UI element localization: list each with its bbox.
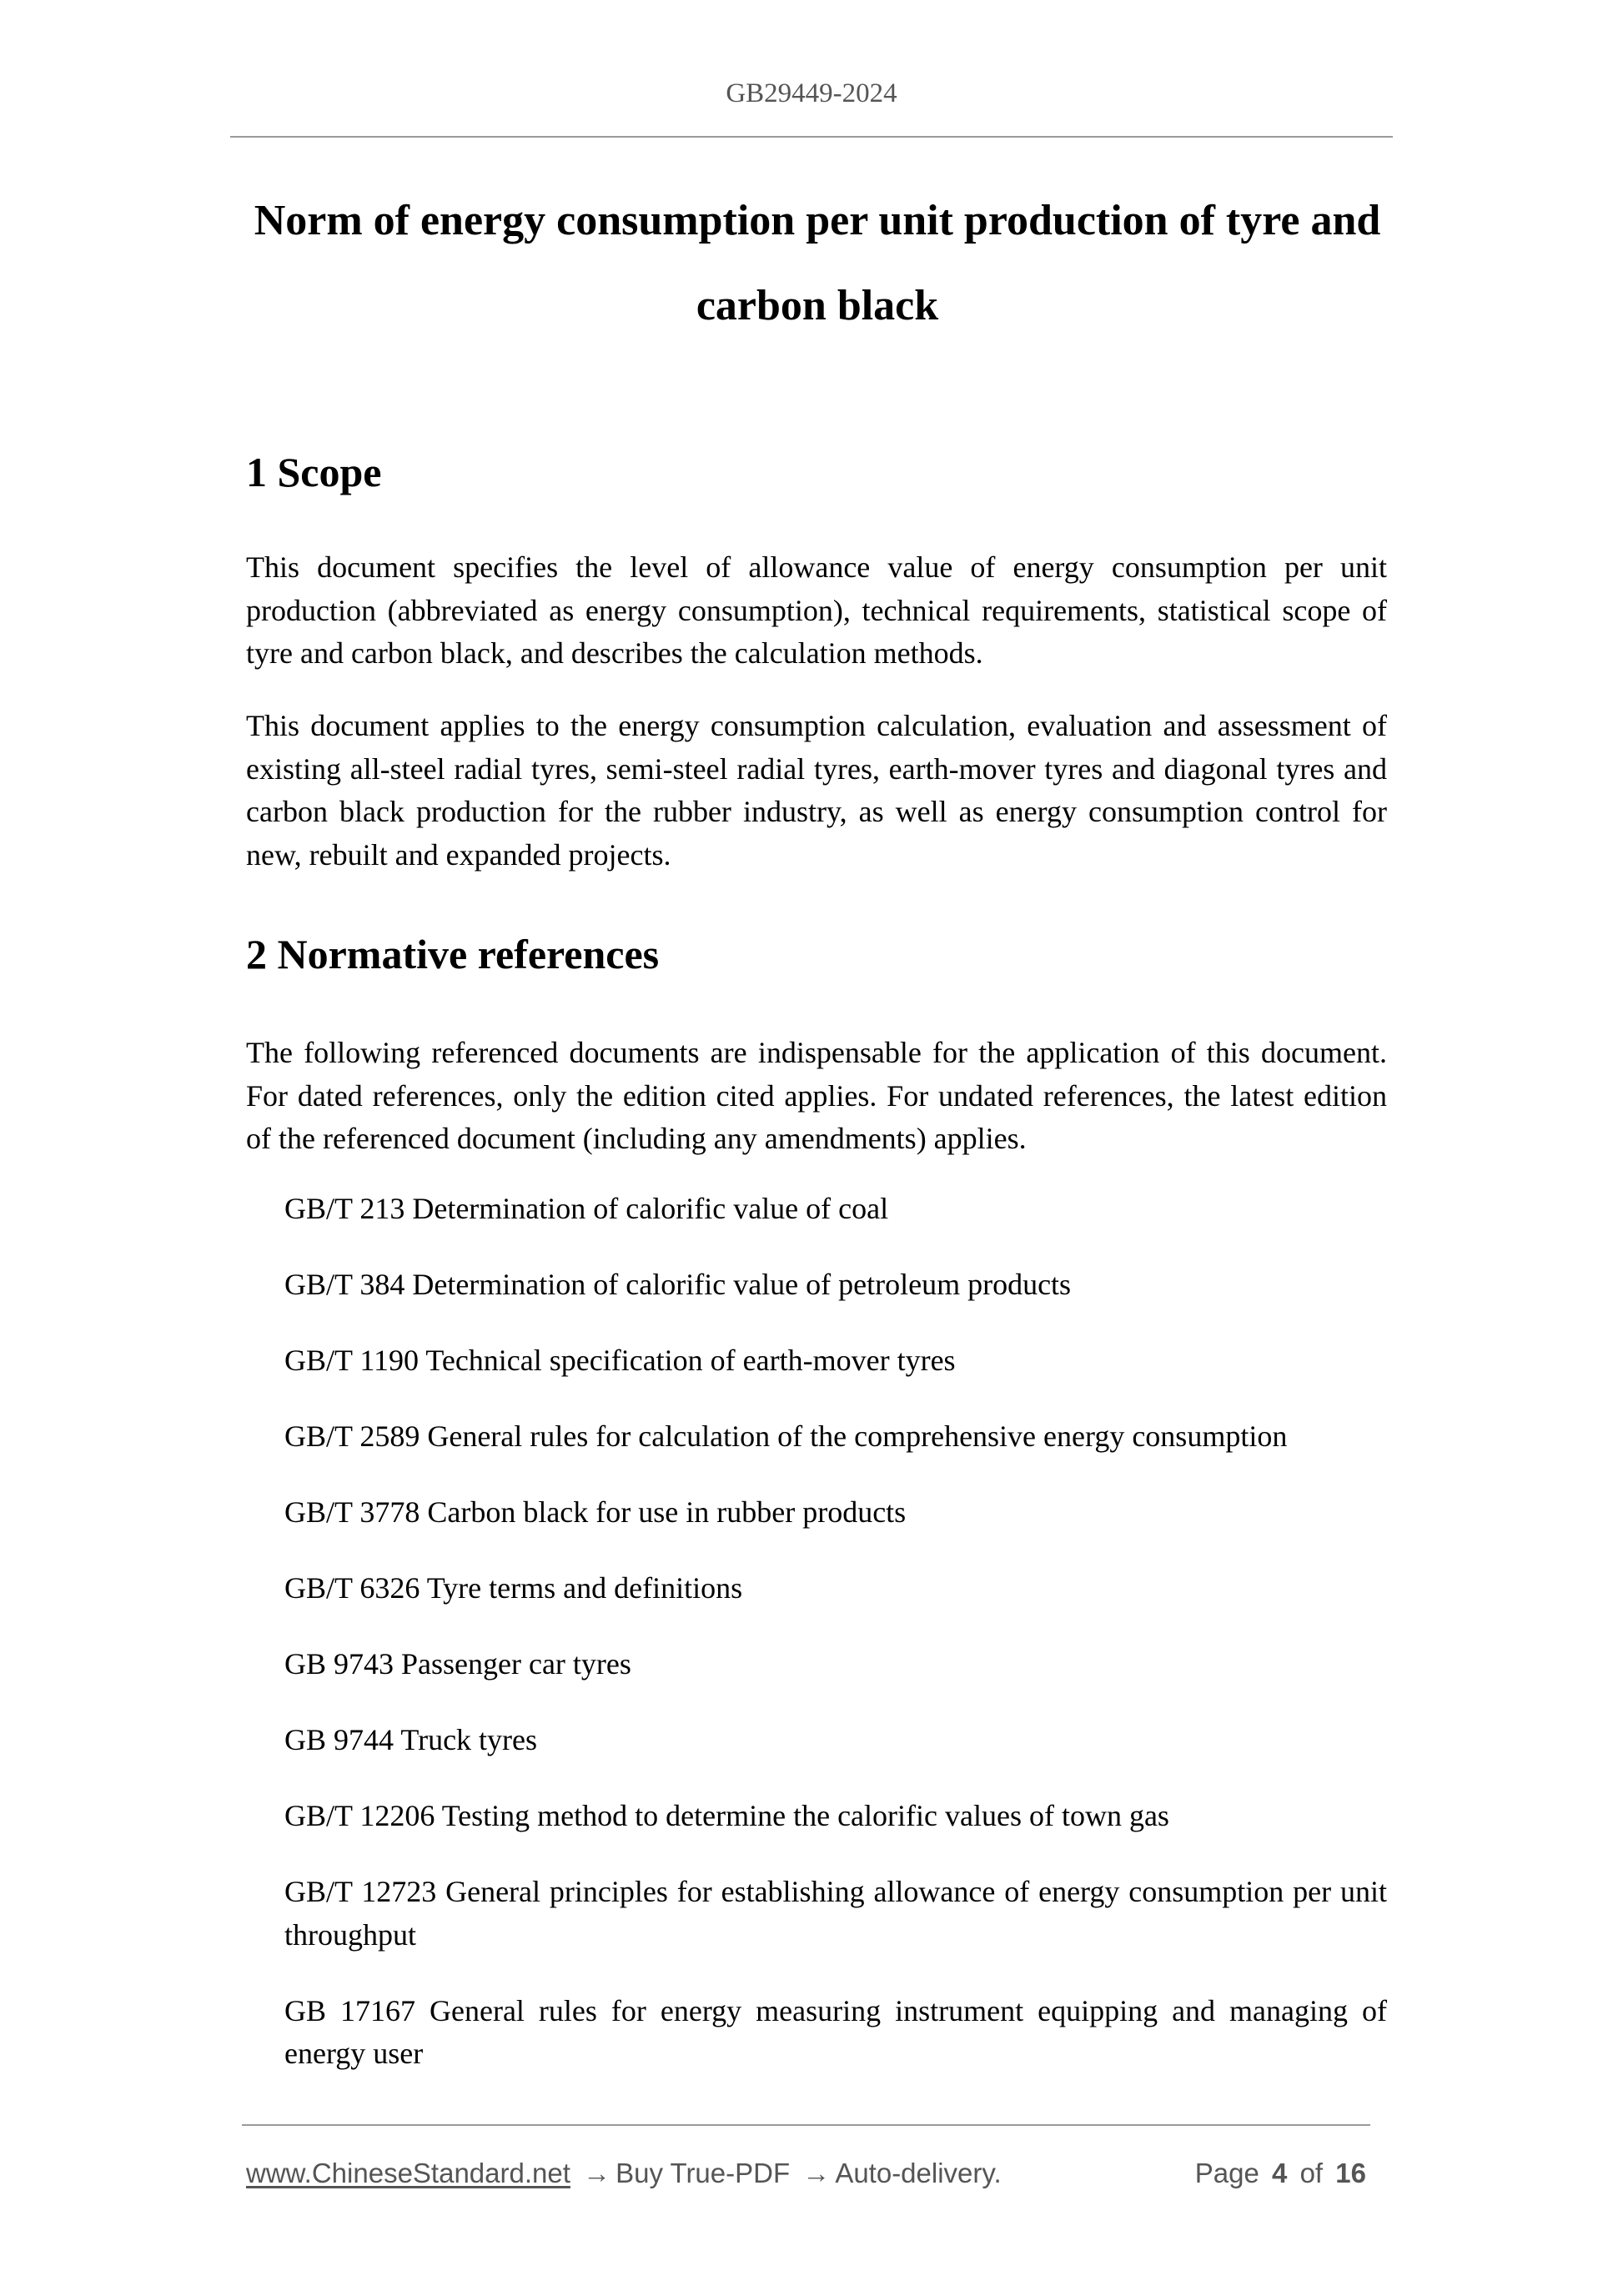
page-number xyxy=(1195,2157,1366,2190)
document-code: GB29449-2024 xyxy=(726,78,897,108)
document-title xyxy=(246,178,1389,349)
page-current: 4 xyxy=(1272,2158,1288,2188)
page-of-label: of xyxy=(1299,2158,1324,2188)
reference-item: GB/T 384 Determination of calorific value of petroleum products xyxy=(284,1268,1072,1301)
footer-step-buy: Buy True-PDF xyxy=(616,2158,791,2188)
title-line-1: Norm of energy consumption per unit production of tyre and xyxy=(254,197,1381,244)
section-heading-normative-references: 2 Normative references xyxy=(246,931,660,977)
reference-item: GB 9743 Passenger car tyres xyxy=(284,1647,631,1681)
reference-item: GB/T 3778 Carbon black for use in rubber products xyxy=(284,1495,907,1529)
scope-paragraph-2: This document applies to the energy consumption calculation, evaluation and assessment of existing all-steel radial tyres, semi-steel radial tyres, earth-mover tyres and diagonal tyres and carbon black production for the rubber industry, as well as energy consumption control for new, rebuilt and expanded projects. xyxy=(246,709,1387,872)
header-divider xyxy=(230,136,1393,138)
arrow-right-icon: → xyxy=(802,2158,831,2188)
footer-step-delivery: Auto-delivery. xyxy=(835,2158,1002,2188)
reference-item: GB/T 1190 Technical specification of earth-mover tyres xyxy=(284,1344,956,1377)
page-header xyxy=(230,77,1393,110)
reference-list xyxy=(284,1188,1387,2108)
reference-item: GB/T 6326 Tyre terms and definitions xyxy=(284,1571,743,1605)
footer-divider xyxy=(242,2124,1370,2126)
reference-item: GB/T 12206 Testing method to determine the calorific values of town gas xyxy=(284,1799,1169,1832)
footer-promo xyxy=(246,2157,1002,2190)
scope-paragraph-1: This document specifies the level of allowance value of energy consumption per unit production (abbreviated as energy consumption), technical requirements, statistical scope of tyre and carbon black, and describes the calculation methods. xyxy=(246,550,1387,670)
reference-item: GB 9744 Truck tyres xyxy=(284,1723,538,1756)
references-intro-paragraph: The following referenced documents are indispensable for the application of this document. For dated references, only the edition cited applies. For undated references, the latest edition of the referenced document (including any amendments) applies. xyxy=(246,1036,1387,1155)
page-total: 16 xyxy=(1335,2158,1366,2188)
website-link[interactable]: www.ChineseStandard.net xyxy=(246,2158,570,2188)
reference-item: GB/T 12723 General principles for establishing allowance of energy consumption per unit throughput xyxy=(284,1875,1387,1952)
arrow-right-icon: → xyxy=(583,2158,611,2188)
section-heading-scope: 1 Scope xyxy=(246,449,382,495)
reference-item: GB 17167 General rules for energy measuring instrument equipping and managing of energy user xyxy=(284,1993,1387,2070)
page-label: Page xyxy=(1194,2158,1259,2188)
title-line-2: carbon black xyxy=(696,282,939,329)
reference-item: GB/T 2589 General rules for calculation of the comprehensive energy consumption xyxy=(284,1419,1288,1453)
reference-item: GB/T 213 Determination of calorific value of coal xyxy=(284,1192,889,1225)
